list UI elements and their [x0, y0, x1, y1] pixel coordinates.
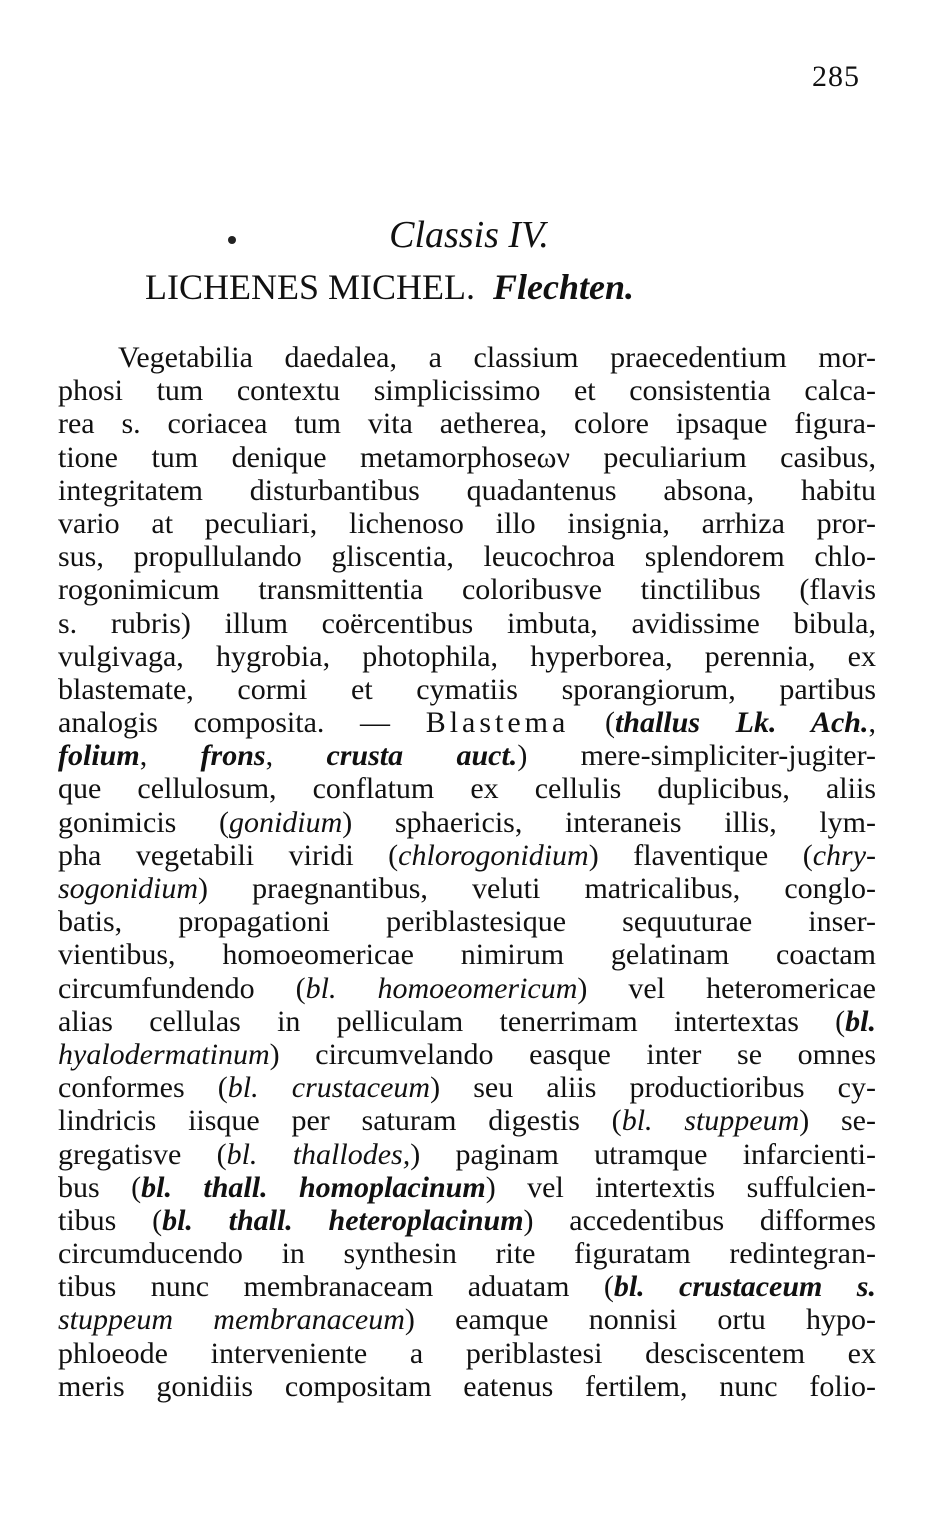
text-run: pha vegetabili viridi ( — [58, 838, 399, 872]
text-line — [58, 607, 876, 640]
text-line — [58, 706, 876, 739]
text-run: ( — [569, 706, 615, 740]
text-run: rea s. coriacea tum vita aetherea, colore ipsaque figura- — [58, 407, 876, 441]
text-run: sus, propullulando gliscentia, leucochroa splendorem chlo- — [58, 540, 876, 574]
text-line — [58, 1270, 876, 1303]
text-run: tione tum denique metamorphoseων peculiarium casibus, — [58, 440, 876, 474]
text-line — [58, 806, 876, 839]
text-run: blastemate, cormi et cymatiis sporangiorum, partibus — [58, 672, 876, 706]
text-line — [58, 1370, 876, 1403]
text-line — [58, 839, 876, 872]
text-line — [58, 474, 876, 507]
italic-term: bl. — [845, 1004, 876, 1038]
text-line — [58, 872, 876, 905]
text-line — [58, 441, 876, 474]
text-run: ) circumvelando easque inter se omnes — [269, 1037, 876, 1071]
text-line — [58, 938, 876, 971]
text-run: , — [868, 706, 876, 740]
text-line — [58, 1138, 876, 1171]
text-line — [58, 1104, 876, 1137]
italic-term: stuppeum membranaceum — [58, 1303, 405, 1337]
italic-term: bl. thall. homoplacinum — [141, 1170, 486, 1204]
text-run: circumducendo in synthesin rite figuratam redintegran- — [58, 1237, 876, 1271]
text-line — [58, 772, 876, 805]
text-run: tibus nunc membranaceam aduatam ( — [58, 1270, 614, 1304]
italic-term: bl. thall. heteroplacinum — [162, 1203, 524, 1237]
text-run: vientibus, homoeomericae nimirum gelatinam coactam — [58, 938, 876, 972]
text-run: s. rubris) illum coërcentibus imbuta, avidissime bibula, — [58, 606, 876, 640]
text-line — [58, 341, 876, 374]
text-run: vario at peculiari, lichenoso illo insignia, arrhiza pror- — [58, 506, 876, 540]
text-run: batis, propagationi periblastesique sequuturae inser- — [58, 905, 876, 939]
text-run: vulgivaga, hygrobia, photophila, hyperborea, perennia, ex — [58, 639, 876, 673]
text-run: que cellulosum, conflatum ex cellulis duplicibus, aliis — [58, 772, 876, 806]
italic-term: gonidium — [228, 805, 343, 839]
italic-term: folium — [58, 739, 140, 773]
text-line — [58, 1237, 876, 1270]
text-line — [58, 1303, 876, 1336]
text-line — [58, 739, 876, 772]
spaced-term: Blastema — [425, 706, 570, 740]
text-run: ) accedentibus difformes — [523, 1203, 876, 1237]
text-run: ) seu aliis productioribus cy- — [430, 1071, 876, 1105]
text-line — [58, 1038, 876, 1071]
text-line — [58, 374, 876, 407]
text-line — [58, 407, 876, 440]
text-run: ) flaventique ( — [588, 838, 813, 872]
text-run: tibus ( — [58, 1203, 163, 1237]
text-line — [58, 1337, 876, 1370]
text-run: conformes ( — [58, 1071, 228, 1105]
text-run: integritatem disturbantibus quadantenus absona, habitu — [58, 473, 876, 507]
text-run: ) se- — [799, 1104, 876, 1138]
italic-term: thallus Lk. Ach. — [614, 706, 869, 740]
text-run: ) vel intertextis suffulcien- — [485, 1170, 876, 1204]
italic-term: bl. stuppeum — [621, 1104, 800, 1138]
text-line — [58, 673, 876, 706]
italic-term: bl. crustaceum — [227, 1071, 431, 1105]
text-run: ) mere-simpliciter-jugiter- — [517, 739, 876, 773]
text-run: gonimicis ( — [58, 805, 229, 839]
text-line — [58, 573, 876, 606]
text-run: ) eamque nonnisi ortu hypo- — [404, 1303, 876, 1337]
text-run: lindricis iisque per saturam digestis ( — [58, 1104, 622, 1138]
text-run: gregatisve ( — [58, 1137, 227, 1171]
italic-term: bl. homoeomericum — [305, 971, 578, 1005]
text-run: ) vel heteromericae — [577, 971, 876, 1005]
text-line — [58, 1171, 876, 1204]
text-run: Vegetabilia daedalea, a classium praecedentium mor- — [118, 341, 876, 374]
body-text — [58, 341, 876, 1403]
text-run: bus ( — [58, 1170, 142, 1204]
text-run: ) sphaericis, interaneis illis, lym- — [342, 805, 876, 839]
page-number: 285 — [812, 60, 860, 93]
text-run: phloeode interveniente a periblastesi desciscentem ex — [58, 1336, 876, 1370]
class-heading: Classis IV. — [389, 214, 549, 256]
text-line — [58, 1204, 876, 1237]
text-run: circumfundendo ( — [58, 971, 306, 1005]
text-run: alias cellulas in pelliculam tenerrimam intertextas ( — [58, 1004, 846, 1038]
text-line — [58, 640, 876, 673]
text-line — [58, 540, 876, 573]
text-line — [58, 1005, 876, 1038]
text-run: , — [139, 739, 201, 773]
text-run: ) praegnantibus, veluti matricalibus, conglo- — [198, 872, 876, 905]
text-line — [58, 1071, 876, 1104]
text-run: ) paginam utramque infarcienti- — [410, 1137, 876, 1171]
section-title-latin: LICHENES MICHEL. — [145, 267, 475, 307]
italic-term: sogonidium — [58, 872, 199, 905]
text-run: rogonimicum transmittentia coloribusve tinctilibus (flavis — [58, 573, 876, 607]
text-line — [58, 507, 876, 540]
italic-term: frons — [200, 739, 266, 773]
text-run: , — [265, 739, 327, 773]
text-line — [58, 905, 876, 938]
italic-term: bl. thallodes, — [226, 1137, 411, 1171]
section-title-german: Flechten. — [492, 267, 634, 307]
italic-term: chlorogonidium — [398, 838, 589, 872]
text-run: phosi tum contextu simplicissimo et consistentia calca- — [58, 374, 876, 408]
text-run: analogis composita. — — [58, 706, 426, 740]
section-title — [145, 266, 634, 308]
italic-term: hyalodermatinum — [58, 1037, 270, 1071]
italic-term: chry- — [812, 838, 876, 872]
italic-term: bl. crustaceum s. — [613, 1270, 876, 1304]
text-run: meris gonidiis compositam eatenus fertilem, nunc folio- — [58, 1369, 876, 1403]
italic-term: crusta auct. — [326, 739, 518, 773]
text-line — [58, 972, 876, 1005]
